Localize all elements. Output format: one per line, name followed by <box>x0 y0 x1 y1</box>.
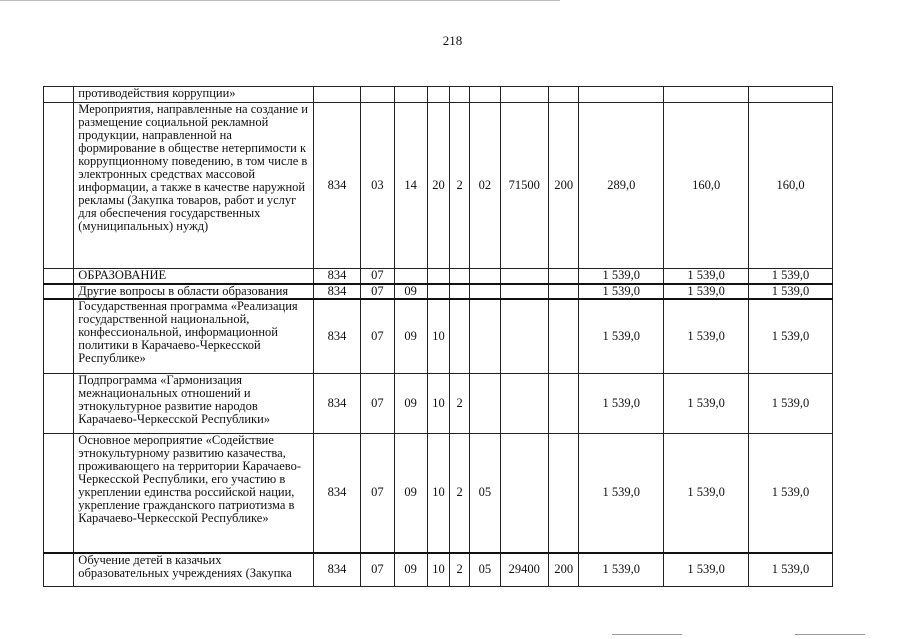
cell-csr3: 05 <box>470 553 500 587</box>
cell-ved: 834 <box>313 269 360 284</box>
cell-sum1: 1 539,0 <box>579 269 664 284</box>
cell-rz <box>361 87 394 103</box>
cell-sum3: 1 539,0 <box>749 299 833 374</box>
cell-sum2: 160,0 <box>664 103 749 269</box>
margin-cell <box>44 434 74 553</box>
cell-csr1 <box>427 284 449 299</box>
cell-csr1: 10 <box>427 553 449 587</box>
cell-sum2: 1 539,0 <box>664 434 749 553</box>
cell-name: Основное мероприятие «Содействие этнокультурному развитию казачества, проживающего на территории Карачаево-Черкесской Республики, его участию в укреплении единства российской нации, укрепление гражданского патриотизма в Карачаево-Черкесской Республике» <box>74 434 313 553</box>
cell-csr1 <box>427 269 449 284</box>
cell-sum3: 1 539,0 <box>749 553 833 587</box>
cell-rz: 07 <box>361 269 394 284</box>
cell-sum3: 1 539,0 <box>749 284 833 299</box>
cell-vr <box>549 299 579 374</box>
cell-sum2: 1 539,0 <box>664 299 749 374</box>
cell-sum1: 1 539,0 <box>579 434 664 553</box>
cell-ved: 834 <box>313 284 360 299</box>
cell-csr4 <box>500 299 548 374</box>
cell-vr <box>549 87 579 103</box>
margin-cell <box>44 553 74 587</box>
cell-vr: 200 <box>549 553 579 587</box>
cell-vr <box>549 374 579 434</box>
table-body <box>44 87 833 587</box>
cell-rz: 07 <box>361 434 394 553</box>
cell-csr2: 2 <box>450 374 470 434</box>
cell-ved: 834 <box>313 434 360 553</box>
cell-csr2: 2 <box>450 103 470 269</box>
table-row <box>44 284 833 299</box>
cell-vr <box>549 284 579 299</box>
cell-name: Другие вопросы в области образования <box>74 284 313 299</box>
margin-cell <box>44 103 74 269</box>
cell-sum1: 1 539,0 <box>579 284 664 299</box>
cell-csr2: 2 <box>450 434 470 553</box>
cell-vr: 200 <box>549 103 579 269</box>
cell-csr3 <box>470 87 500 103</box>
cell-pr: 09 <box>394 434 427 553</box>
cell-csr1: 10 <box>427 299 449 374</box>
cell-vr <box>549 434 579 553</box>
table-row <box>44 87 833 103</box>
table-row <box>44 553 833 587</box>
cell-rz: 07 <box>361 374 394 434</box>
page-number: 218 <box>442 33 463 48</box>
cell-pr: 14 <box>394 103 427 269</box>
cell-sum2: 1 539,0 <box>664 553 749 587</box>
cell-csr2 <box>450 87 470 103</box>
margin-cell <box>44 284 74 299</box>
cell-csr3 <box>470 299 500 374</box>
cell-sum2: 1 539,0 <box>664 374 749 434</box>
cell-sum3: 1 539,0 <box>749 434 833 553</box>
cell-sum1: 289,0 <box>579 103 664 269</box>
cell-pr: 09 <box>394 374 427 434</box>
cell-sum3 <box>749 87 833 103</box>
cell-sum2: 1 539,0 <box>664 269 749 284</box>
scan-edge-bottom <box>612 634 682 635</box>
cell-csr2 <box>450 284 470 299</box>
table-row <box>44 269 833 284</box>
cell-ved: 834 <box>313 553 360 587</box>
cell-csr2 <box>450 299 470 374</box>
cell-csr3: 02 <box>470 103 500 269</box>
table-row <box>44 299 833 374</box>
cell-sum1: 1 539,0 <box>579 299 664 374</box>
cell-rz: 03 <box>361 103 394 269</box>
cell-csr4 <box>500 284 548 299</box>
table-row <box>44 374 833 434</box>
cell-sum3: 160,0 <box>749 103 833 269</box>
margin-cell <box>44 269 74 284</box>
cell-csr3 <box>470 374 500 434</box>
cell-ved: 834 <box>313 103 360 269</box>
cell-name: Государственная программа «Реализация государственной национальной, конфессиональной, информационной политики в Карачаево-Черкесской Республике» <box>74 299 313 374</box>
scan-edge-top <box>0 0 560 1</box>
cell-csr1: 20 <box>427 103 449 269</box>
cell-pr: 09 <box>394 299 427 374</box>
scan-edge-bottom <box>795 634 865 635</box>
cell-csr4: 29400 <box>500 553 548 587</box>
cell-ved: 834 <box>313 299 360 374</box>
cell-name: Обучение детей в казачьих образовательных учреждениях (Закупка <box>74 553 313 587</box>
budget-table <box>43 86 833 587</box>
cell-pr: 09 <box>394 284 427 299</box>
cell-csr4 <box>500 87 548 103</box>
margin-cell <box>44 374 74 434</box>
cell-sum3: 1 539,0 <box>749 269 833 284</box>
cell-sum3: 1 539,0 <box>749 374 833 434</box>
cell-sum2 <box>664 87 749 103</box>
cell-name: противодействия коррупции» <box>74 87 313 103</box>
table-row <box>44 103 833 269</box>
cell-csr2 <box>450 269 470 284</box>
cell-pr: 09 <box>394 553 427 587</box>
cell-sum1: 1 539,0 <box>579 553 664 587</box>
cell-csr4 <box>500 374 548 434</box>
cell-csr3 <box>470 284 500 299</box>
cell-ved: 834 <box>313 374 360 434</box>
cell-vr <box>549 269 579 284</box>
cell-name: Мероприятия, направленные на создание и размещение социальной рекламной продукции, направленной на формирование в обществе нетерпимости к коррупционному поведению, в том числе в электронных средствах массовой информации, а также в качестве наружной рекламы (Закупка товаров, работ и услуг для обеспечения государственных (муниципальных) нужд) <box>74 103 313 269</box>
margin-cell <box>44 299 74 374</box>
cell-ved <box>313 87 360 103</box>
cell-csr4 <box>500 269 548 284</box>
cell-name: ОБРАЗОВАНИЕ <box>74 269 313 284</box>
cell-csr3 <box>470 269 500 284</box>
cell-csr1: 10 <box>427 434 449 553</box>
cell-csr4 <box>500 434 548 553</box>
cell-csr2: 2 <box>450 553 470 587</box>
cell-csr3: 05 <box>470 434 500 553</box>
cell-csr1: 10 <box>427 374 449 434</box>
table-row <box>44 434 833 553</box>
cell-rz: 07 <box>361 553 394 587</box>
cell-sum2: 1 539,0 <box>664 284 749 299</box>
cell-sum1: 1 539,0 <box>579 374 664 434</box>
cell-name: Подпрограмма «Гармонизация межнациональных отношений и этнокультурное развитие народов Карачаево-Черкесской Республики» <box>74 374 313 434</box>
cell-csr4: 71500 <box>500 103 548 269</box>
cell-rz: 07 <box>361 299 394 374</box>
cell-pr <box>394 269 427 284</box>
cell-rz: 07 <box>361 284 394 299</box>
cell-csr1 <box>427 87 449 103</box>
cell-sum1 <box>579 87 664 103</box>
cell-pr <box>394 87 427 103</box>
margin-cell <box>44 87 74 103</box>
